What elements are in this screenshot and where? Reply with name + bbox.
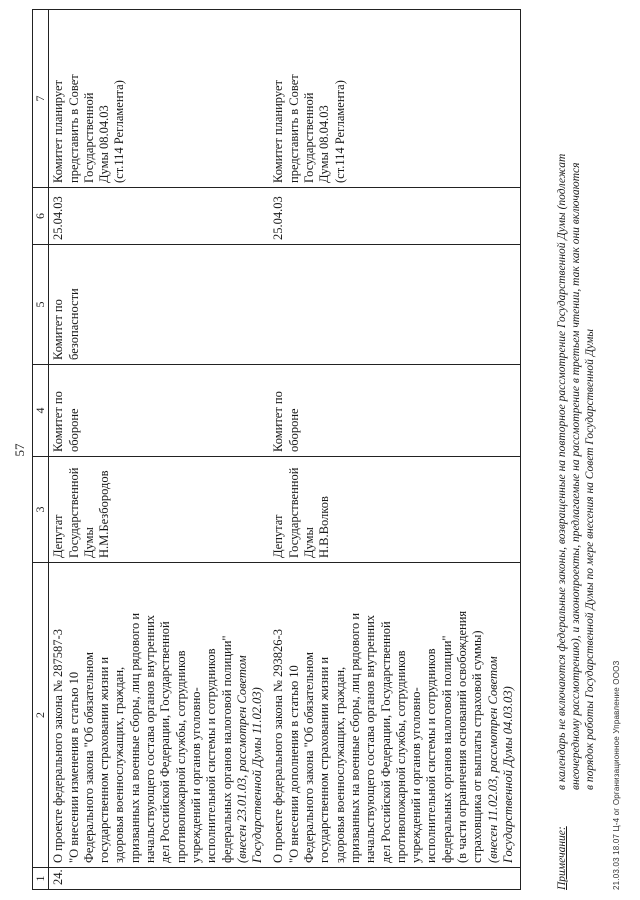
- printer-imprint: 21.03.03 18.07 Ц-4 ог Организационное Управление ОООЗ: [612, 660, 621, 890]
- bill-line: учреждений и органов уголовно-: [409, 687, 424, 863]
- initiator-line: Думы: [81, 527, 96, 558]
- co-committee-cell: [269, 245, 520, 365]
- initiator-line: Государственной: [286, 467, 301, 558]
- calendar-table-wrap: [32, 10, 521, 890]
- row-number: 24.: [51, 869, 66, 885]
- bill-cell: [269, 563, 520, 868]
- bill-line: (в части ограничения оснований освобождения: [455, 610, 470, 863]
- note-line: представить в Совет: [286, 74, 301, 183]
- bill-line: начальствующего состава органов внутренних: [363, 614, 378, 863]
- initiator-line: Депутат: [271, 514, 286, 558]
- footnote-line: внеочередному рассмотрению), и законопроекты, предлагаемые на рассмотрение в третьем чтении, так как они включаются: [570, 162, 582, 790]
- note-line: Думы 08.04.03: [97, 105, 112, 183]
- column-header-7: 7: [33, 10, 49, 188]
- bill-line: страховщика от выплаты страховой суммы): [470, 630, 485, 863]
- committee-line: Комитет по: [271, 391, 286, 452]
- initiator-line: Депутат: [51, 514, 66, 558]
- bill-line: Федерального закона "Об обязательном: [81, 651, 96, 863]
- column-header-3: 3: [33, 457, 49, 563]
- initiator-cell: [269, 457, 520, 563]
- note-line: (ст.114 Регламента): [112, 80, 127, 183]
- rotated-page: [10, 10, 630, 890]
- footnote-line: в порядок работы Государственной Думы по мере внесения на Совет Государственной Думы: [584, 328, 596, 790]
- bill-line: "О внесении дополнения в статью 10: [286, 665, 301, 863]
- column-header-1: 1: [33, 868, 49, 890]
- bill-line: государственном страховании жизни и: [97, 656, 112, 863]
- note-line: представить в Совет: [66, 74, 81, 183]
- bill-line: здоровья военнослужащих, граждан,: [332, 666, 347, 863]
- bill-line: федеральных органов налоговой полиции": [439, 635, 454, 863]
- calendar-table: [32, 9, 521, 890]
- row-number-cell: [269, 868, 520, 890]
- bill-line: дел Российской Федерации, Государственной: [158, 621, 173, 863]
- committee-line: безопасности: [66, 288, 81, 360]
- column-header-6: 6: [33, 188, 49, 245]
- footnote-body: [555, 20, 597, 790]
- note-line: Думы 08.04.03: [317, 105, 332, 183]
- initiator-line: Н.В.Волков: [317, 496, 332, 558]
- responsible-committee-cell: [49, 365, 270, 457]
- bill-line: призванных на военные сборы, лиц рядового и: [347, 612, 362, 863]
- co-committee-cell: [49, 245, 270, 365]
- consideration-date: 25.04.03: [271, 196, 286, 240]
- bill-cell: [49, 563, 270, 868]
- responsible-committee-cell: [269, 365, 520, 457]
- bill-line: О проекте федерального закона № 293826-3: [271, 629, 286, 863]
- bill-note-line: (внесен 11.02.03, рассмотрен Советом: [485, 656, 500, 863]
- bill-line: исполнительной системы и сотрудников: [204, 648, 219, 863]
- bill-note-line: (внесен 23.01.03, рассмотрен Советом: [234, 655, 249, 863]
- bill-note-line: Государственной Думы 04.03.03): [500, 686, 515, 863]
- date-cell: [49, 188, 270, 245]
- column-header-4: 4: [33, 365, 49, 457]
- column-header-5: 5: [33, 245, 49, 365]
- note-cell: [269, 10, 520, 188]
- bill-line: противопожарной службы, сотрудников: [173, 650, 188, 863]
- bill-line: Федерального закона "Об обязательном: [302, 651, 317, 863]
- bill-line: государственном страховании жизни и: [317, 656, 332, 863]
- table-row: [49, 10, 270, 890]
- column-header-2: 2: [33, 563, 49, 868]
- initiator-cell: [49, 457, 270, 563]
- note-line: Государственной: [302, 92, 317, 183]
- note-line: Государственной: [81, 92, 96, 183]
- header-row: [33, 10, 49, 890]
- committee-line: Комитет по: [51, 391, 66, 452]
- note-line: (ст.114 Регламента): [332, 80, 347, 183]
- initiator-line: Н.М.Безбородов: [97, 470, 112, 558]
- bill-line: О проекте федерального закона № 287587-3: [51, 629, 66, 863]
- initiator-line: Думы: [302, 527, 317, 558]
- committee-line: Комитет по: [51, 299, 66, 360]
- bill-note-line: Государственной Думы 11.02.03): [250, 687, 265, 863]
- committee-line: обороне: [286, 408, 301, 452]
- consideration-date: 25.04.03: [51, 196, 66, 240]
- bill-line: дел Российской Федерации, Государственной: [378, 621, 393, 863]
- page-number: 57: [12, 443, 27, 457]
- bill-line: здоровья военнослужащих, граждан,: [112, 666, 127, 863]
- row-number-cell: [49, 868, 270, 890]
- date-cell: [269, 188, 520, 245]
- table-row: [269, 10, 520, 890]
- initiator-line: Государственной: [66, 467, 81, 558]
- note-line: Комитет планирует: [271, 80, 286, 183]
- bill-line: федеральных органов налоговой полиции": [219, 635, 234, 863]
- note-cell: [49, 10, 270, 188]
- bill-line: учреждений и органов уголовно-: [188, 687, 203, 863]
- bill-line: начальствующего состава органов внутренних: [143, 614, 158, 863]
- bill-line: "О внесении изменения в статью 10: [66, 671, 81, 863]
- footnote-label: Примечание:: [556, 826, 568, 890]
- note-line: Комитет планирует: [51, 80, 66, 183]
- bill-line: призванных на военные сборы, лиц рядового и: [127, 612, 142, 863]
- bill-line: противопожарной службы, сотрудников: [393, 650, 408, 863]
- committee-line: обороне: [66, 408, 81, 452]
- bill-line: исполнительной системы и сотрудников: [424, 648, 439, 863]
- footnote-line: в календарь не включаются федеральные законы, возвращенные на повторное рассмотрение Государственной Думы (подлежат: [556, 153, 568, 790]
